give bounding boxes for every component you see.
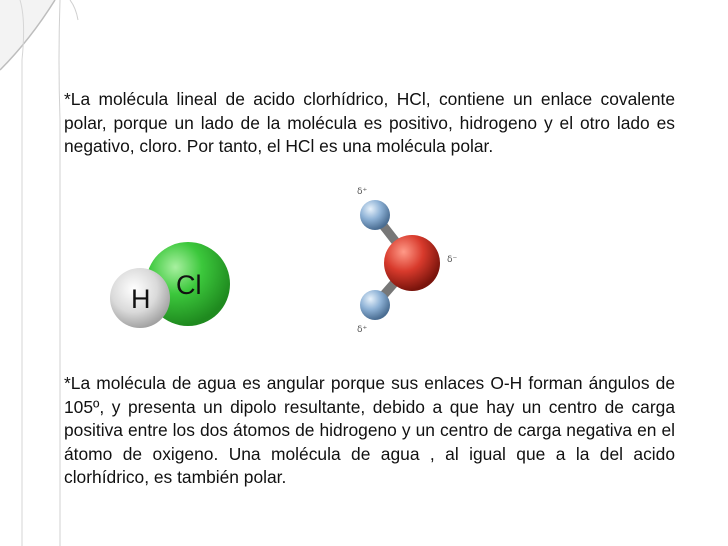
hydrogen-atom-top: [360, 200, 390, 230]
hydrogen-label: H: [131, 284, 151, 314]
chlorine-label: Cl: [176, 270, 202, 300]
corner-curl-edge: [70, 0, 78, 20]
water-description: *La molécula de agua es angular porque sus enlaces O-H forman ángulos de 105º, y presenta un dipolo resultante, debido a que hay un centro de carga positiva entre los dos átomos de hidrogeno y un centro de carga negativa en el átomo de oxigeno. Una molécula de agua , al igual que a la del acido clorhídrico, es también polar.: [64, 373, 675, 488]
hcl-description: *La molécula lineal de acido clorhídrico, HCl, contiene un enlace covalente polar, porque un lado de la molécula es positivo, hidrogeno y el otro lado es negativo, cloro. Por tanto, el HCl es una molécula polar.: [64, 89, 675, 157]
delta-plus-top-label: δ⁺: [357, 187, 368, 197]
margin-line-inner: [59, 0, 60, 546]
corner-curl-fill: [0, 0, 55, 70]
water-molecule-model: [335, 180, 475, 340]
delta-plus-bottom-label: δ⁺: [357, 325, 368, 335]
oxygen-atom: [384, 235, 440, 291]
hcl-molecule-model: [100, 226, 240, 346]
delta-minus-label: δ⁻: [447, 255, 458, 265]
hydrogen-atom-bottom: [360, 290, 390, 320]
margin-line-outer: [20, 0, 24, 546]
